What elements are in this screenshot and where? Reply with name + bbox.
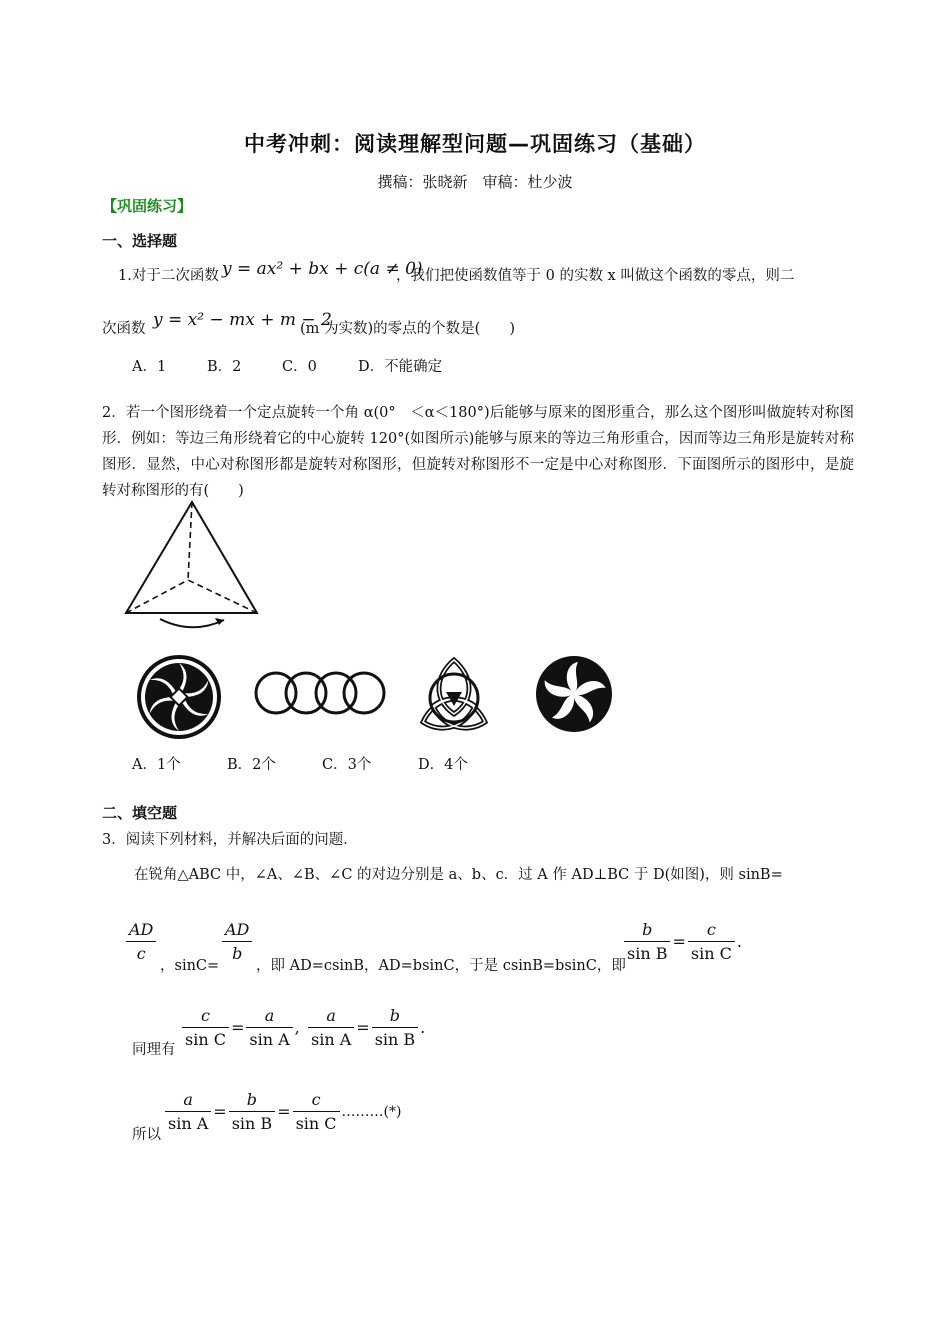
frac-num: a (246, 1006, 292, 1028)
comma: , (294, 1018, 300, 1037)
q2-option-c: C．3个 (322, 757, 372, 773)
q2-option-b: B．2个 (227, 757, 276, 773)
pinwheel-figure (134, 652, 224, 742)
frac-num: AD (126, 920, 156, 942)
q3-tongli: 同理有 (132, 1042, 176, 1058)
equals-sign: = (356, 1018, 370, 1037)
triangle-center-line-top (188, 502, 192, 580)
q3-suoyi: 所以 (132, 1127, 161, 1143)
frac-den: sin B (627, 944, 668, 963)
eq-c-sinc-a-sina (182, 1006, 302, 1049)
period: . (420, 1018, 426, 1037)
q1-option-c: C．0 (282, 359, 317, 375)
frac-num: b (372, 1006, 418, 1028)
eq-b-over-sinb-c-over-sinc (624, 920, 744, 963)
q3-mid: ，即 AD=csinB，AD=bsinC，于是 csinB=bsinC，即 (256, 958, 626, 974)
q1-formula1: y = ax² + bx + c(a ≠ 0) (222, 259, 423, 279)
triquetra-figure (413, 654, 495, 734)
frac-den: sin C (295, 1114, 337, 1133)
frac-num: b (229, 1090, 275, 1112)
frac-num: AD (222, 920, 252, 942)
equals-sign: = (672, 932, 686, 951)
triangle-rotation-figure (118, 497, 268, 637)
q2-text: 2．若一个图形绕着一个定点旋转一个角 α(0° ＜α＜180°)后能够与原来的图形重合，那么这个图形叫做旋转对称图形．例如：等边三角形绕着它的中心旋转 120°(如图所示)能够与原来的等边三角形重合，因而等边三角形是旋转对称图形．显然，中心对称图形都是旋转对称图形，但旋转对称图形不一定是中心对称图形．下面图所示的图形中，是旋转对称图形的有( ) (102, 405, 854, 499)
frac-den: sin B (231, 1114, 273, 1133)
bauhinia-figure (534, 654, 614, 734)
frac-num: c (182, 1006, 229, 1028)
frac-den: sin A (311, 1030, 352, 1049)
section-heading-choice: 一、选择题 (102, 232, 178, 250)
q3-sep1: ，sinC= (160, 958, 220, 974)
q1-line2-suffix: (m 为实数)的零点的个数是( ) (300, 321, 515, 337)
ellipsis-star: ………(*) (341, 1103, 402, 1120)
frac-den: b (232, 944, 243, 963)
frac-num: a (165, 1090, 211, 1112)
eq-a-sina-b-sinb (308, 1006, 427, 1049)
period: . (736, 932, 742, 951)
q1-option-b: B．2 (207, 359, 242, 375)
rotation-arrow-arc (160, 619, 224, 627)
equals-sign: = (230, 1018, 245, 1037)
frac-den: sin C (690, 944, 732, 963)
olympic-rings-figure (251, 666, 389, 722)
frac-den: sin A (249, 1030, 290, 1049)
triangle-outline (126, 502, 257, 613)
frac-num: c (688, 920, 735, 942)
frac-ad-over-b (222, 920, 252, 963)
q3-intro: 3．阅读下列材料，并解决后面的问题． (102, 832, 358, 848)
frac-ad-over-c (126, 920, 156, 963)
q2-option-d: D．4个 (418, 757, 468, 773)
q2-option-a: A．1个 (132, 757, 181, 773)
frac-num: b (624, 920, 670, 942)
law-of-sines (165, 1090, 403, 1133)
equals-sign: = (213, 1102, 227, 1121)
q1-option-d: D．不能确定 (358, 359, 443, 375)
page-title: 中考冲刺：阅读理解型问题—巩固练习（基础） (244, 132, 706, 156)
section-heading-fill: 二、填空题 (102, 804, 178, 822)
ring-4 (344, 673, 384, 713)
frac-den: sin B (374, 1030, 416, 1049)
q1-line2-prefix: 次函数 (102, 321, 146, 337)
q1-formula2: y = x² − mx + m − 2 (153, 310, 332, 330)
q1-prefix: 1.对于二次函数 (118, 268, 219, 284)
frac-den: sin C (185, 1030, 226, 1049)
q1-middle: ，我们把使函数值等于 0 的实数 x 叫做这个函数的零点，则二 (396, 268, 795, 284)
section-tag: 【巩固练习】 (102, 197, 193, 215)
authors-line: 撰稿：张晓新 审稿：杜少波 (377, 173, 573, 191)
q1-option-a: A．1 (132, 359, 167, 375)
frac-num: c (293, 1090, 340, 1112)
equals-sign: = (277, 1102, 291, 1121)
frac-num: a (308, 1006, 354, 1028)
frac-den: sin A (168, 1114, 209, 1133)
q3-line1: 在锐角△ABC 中，∠A、∠B、∠C 的对边分别是 a、b、c．过 A 作 AD⊥BC 于 D(如图)，则 sinB= (134, 867, 783, 883)
frac-den: c (136, 944, 146, 963)
